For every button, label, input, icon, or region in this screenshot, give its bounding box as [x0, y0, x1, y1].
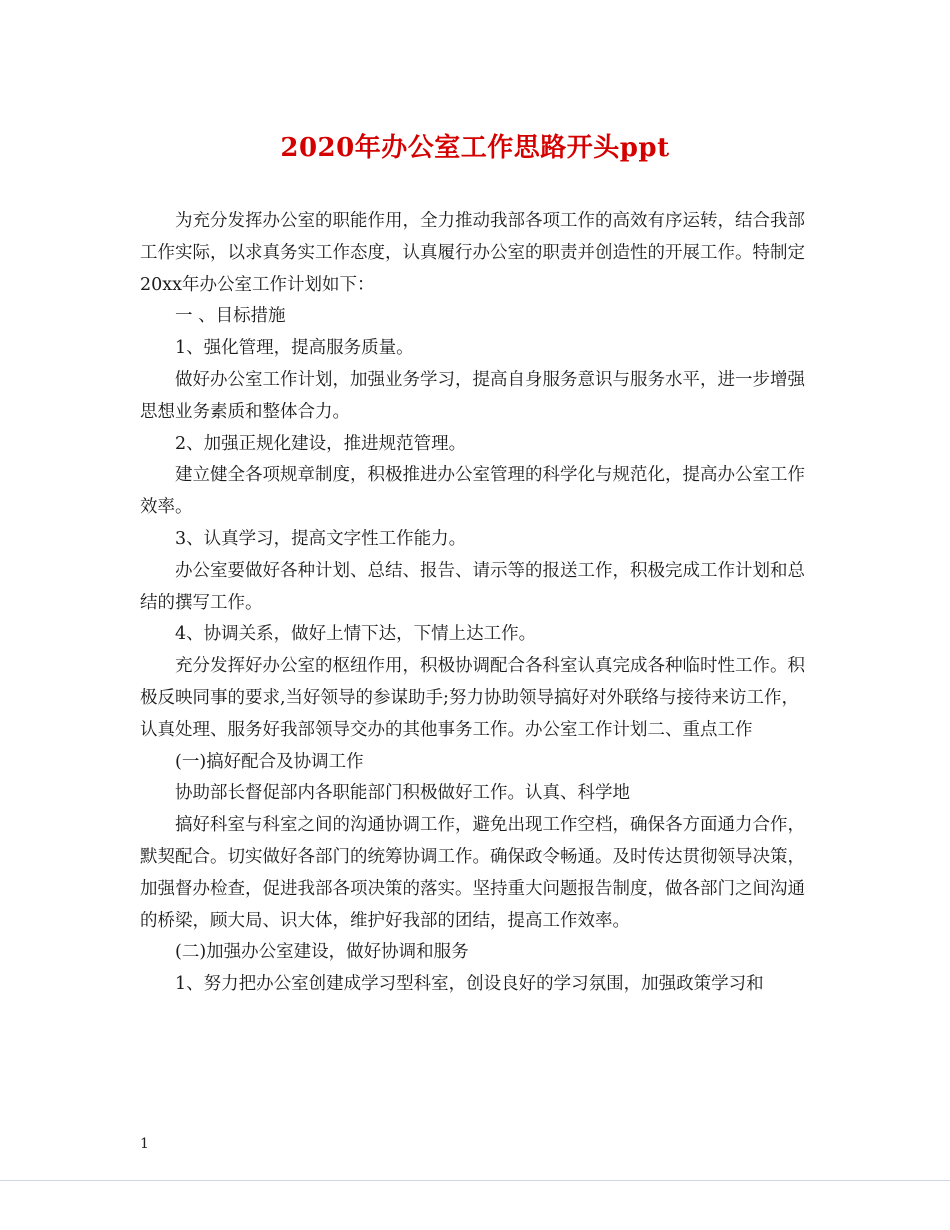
- paragraph: 做好办公室工作计划，加强业务学习，提高自身服务意识与服务水平，进一步增强思想业务素质和整体合力。: [140, 369, 805, 422]
- document-title: 2020年办公室工作思路开头ppt: [280, 133, 670, 163]
- subsection-heading: (一)搞好配合及协调工作: [175, 751, 364, 772]
- document-body: [140, 206, 815, 1001]
- paragraph: 搞好科室与科室之间的沟通协调工作，避免出现工作空档，确保各方面通力合作，默契配合。切实做好各部门的统筹协调工作。确保政令畅通。及时传达贯彻领导决策，加强督办检查，促进我部各项决策的落实。坚持重大问题报告制度，做各部门之间沟通的桥梁，顾大局、识大体，维护好我部的团结，提高工作效率。: [140, 815, 805, 931]
- subsection-heading: 4、协调关系，做好上情下达，下情上达工作。: [175, 624, 537, 645]
- paragraph: 为充分发挥办公室的职能作用，全力推动我部各项工作的高效有序运转，结合我部工作实际，以求真务实工作态度，认真履行办公室的职责并创造性的开展工作。特制定20xx年办公室工作计划如下：: [140, 211, 805, 295]
- paragraph: 充分发挥好办公室的枢纽作用，积极协调配合各科室认真完成各种临时性工作。积极反映同事的要求,当好领导的参谋助手;努力协助领导搞好对外联络与接待来访工作，认真处理、服务好我部领导交办的其他事务工作。办公室工作计划二、重点工作: [140, 656, 805, 740]
- page-number: 1: [140, 1136, 149, 1152]
- footer-rule: [0, 1180, 950, 1181]
- paragraph: 办公室要做好各种计划、总结、报告、请示等的报送工作，积极完成工作计划和总结的撰写工作。: [140, 560, 805, 613]
- subsection-heading: 2、加强正规化建设，推进规范管理。: [175, 433, 467, 454]
- paragraph: 建立健全各项规章制度，积极推进办公室管理的科学化与规范化，提高办公室工作效率。: [140, 465, 805, 518]
- section-heading: 一 、目标措施: [175, 306, 286, 327]
- paragraph: 1、努力把办公室创建成学习型科室，创设良好的学习氛围，加强政策学习和: [175, 974, 764, 995]
- subsection-heading: (二)加强办公室建设，做好协调和服务: [175, 942, 469, 963]
- paragraph: 协助部长督促部内各职能部门积极做好工作。认真、科学地: [175, 783, 630, 804]
- subsection-heading: 3、认真学习，提高文字性工作能力。: [175, 528, 467, 549]
- subsection-heading: 1、强化管理，提高服务质量。: [175, 338, 414, 359]
